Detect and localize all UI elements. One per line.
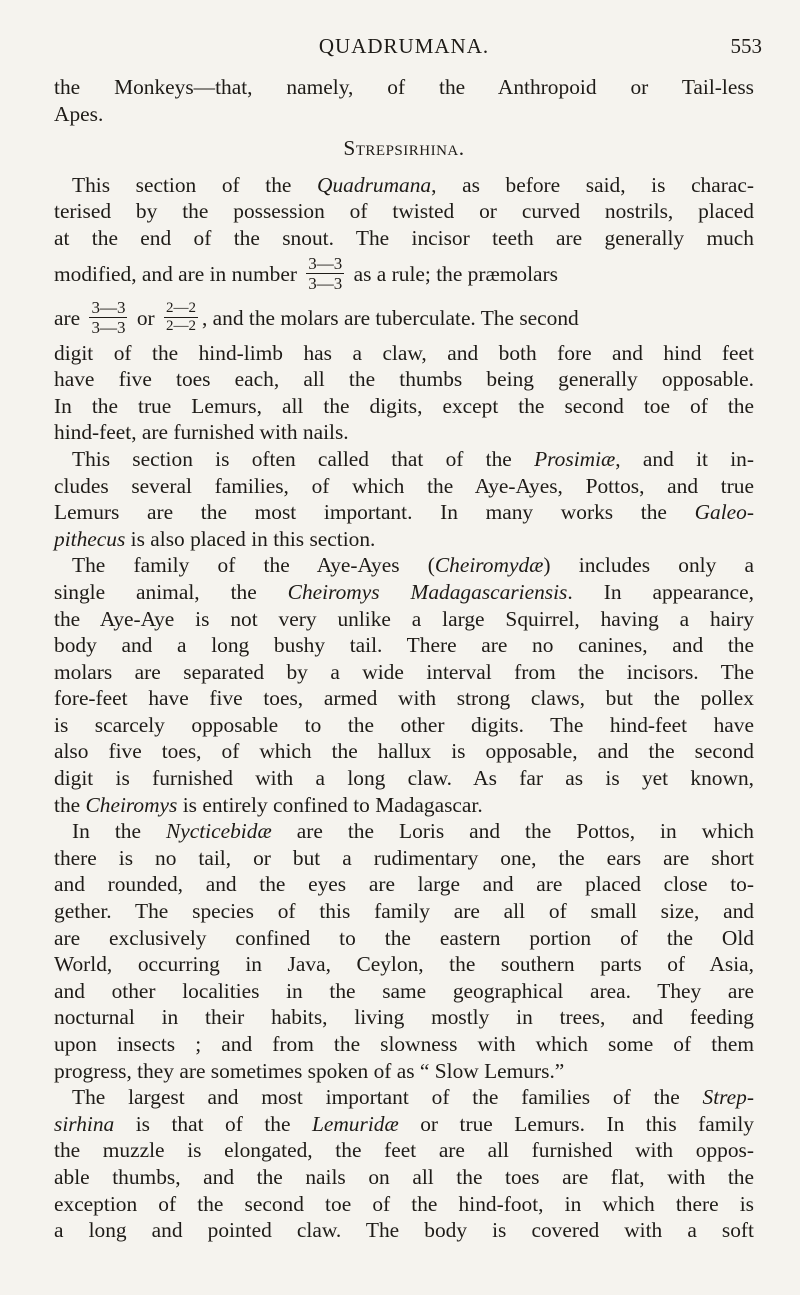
- text-line: hind-feet, are furnished with nails.: [54, 420, 349, 445]
- text-line: are exclusively confined to the eastern portion of the Old: [54, 925, 754, 950]
- page-number: 553: [730, 34, 762, 58]
- text-line: and rounded, and the eyes are large and are placed close to-: [54, 872, 754, 897]
- text-line: have five toes each, all the thumbs being generally opposable.: [54, 367, 754, 392]
- text-line: and other localities in the same geographical area. They are: [54, 978, 754, 1003]
- text-line: Lemurs are the most important. In many works the Galeo-: [54, 500, 754, 525]
- book-page: [54, 34, 762, 1244]
- text-line: In the Nycticebidæ are the Loris and the Pottos, in which: [72, 819, 754, 844]
- text-line: This section is often called that of the Prosimiæ, and it in-: [72, 446, 754, 471]
- premolar-formula-b: $\frac{2—2}{2—2}$: [165, 300, 196, 335]
- running-head: QUADRUMANA.: [318, 34, 490, 58]
- text-line: exception of the second toe of the hind-foot, in which there is: [54, 1191, 754, 1216]
- text-line: digit of the hind-limb has a claw, and both fore and hind feet: [54, 340, 754, 365]
- text-line: terised by the possession of twisted or curved nostrils, placed: [54, 199, 754, 224]
- text-line: also five toes, of which the hallux is opposable, and the second: [54, 739, 754, 764]
- text-line: gether. The species of this family are all of small size, and: [54, 899, 754, 924]
- text-line: body and a long bushy tail. There are no canines, and the: [54, 633, 754, 658]
- text-line: the Monkeys—that, namely, of the Anthropoid or Tail-less: [54, 75, 754, 99]
- text-line: The largest and most important of the families of the Strep-: [72, 1085, 754, 1110]
- text-line: cludes several families, of which the Aye-Ayes, Pottos, and true: [54, 473, 754, 498]
- section-heading: Strepsirhina.: [343, 136, 465, 161]
- text-line: upon insects ; and from the slowness with which some of them: [54, 1032, 754, 1056]
- text-line: a long and pointed claw. The body is covered with a soft: [54, 1218, 754, 1243]
- text-line: World, occurring in Java, Ceylon, the southern parts of Asia,: [54, 952, 754, 977]
- page-header: [54, 34, 762, 74]
- text-line: able thumbs, and the nails on all the toes are flat, with the: [54, 1164, 754, 1189]
- text-line: at the end of the snout. The incisor teeth are generally much: [54, 225, 754, 250]
- premolar-formula-a: $\frac{3—3}{3—3}$: [91, 298, 126, 338]
- text-line: molars are separated by a wide interval from the incisors. The: [54, 659, 754, 684]
- text-line: there is no tail, or but a rudimentary one, the ears are short: [54, 845, 754, 870]
- text-line: digit is furnished with a long claw. As far as is yet known,: [54, 766, 754, 791]
- body-text: [54, 74, 754, 1244]
- text-line: the muzzle is elongated, the feet are all furnished with oppos-: [54, 1138, 754, 1163]
- text-line: The family of the Aye-Ayes (Cheiromydæ) includes only a: [72, 553, 754, 578]
- text-line: is scarcely opposable to the other digits. The hind-feet have: [54, 712, 754, 737]
- text-line: In the true Lemurs, all the digits, except the second toe of the: [54, 393, 754, 418]
- text-line-with-formula: modified, and are in number $\frac{3—3}{3—3}$ as a rule; the præmolars: [54, 254, 558, 294]
- incisor-formula: $\frac{3—3}{3—3}$: [308, 254, 343, 294]
- text-line: nocturnal in their habits, living mostly in trees, and feeding: [54, 1005, 754, 1030]
- text-line: fore-feet have five toes, armed with strong claws, but the pollex: [54, 686, 754, 711]
- text-line-with-formula: are $\frac{3—3}{3—3}$ or $\frac{2—2}{2—2}$ , and the molars are tuberculate. The second: [54, 298, 579, 338]
- text-line: pithecus is also placed in this section.: [54, 526, 376, 551]
- text-line: the Cheiromys is entirely confined to Madagascar.: [54, 792, 483, 817]
- text-line: single animal, the Cheiromys Madagascariensis. In appearance,: [54, 579, 754, 604]
- text-line: Apes.: [54, 101, 104, 126]
- text-line: the Aye-Aye is not very unlike a large Squirrel, having a hairy: [54, 606, 754, 631]
- text-line: This section of the Quadrumana, as before said, is charac-: [72, 172, 754, 197]
- text-line: sirhina is that of the Lemuridæ or true Lemurs. In this family: [54, 1111, 754, 1136]
- text-line: progress, they are sometimes spoken of as “ Slow Lemurs.”: [54, 1058, 565, 1083]
